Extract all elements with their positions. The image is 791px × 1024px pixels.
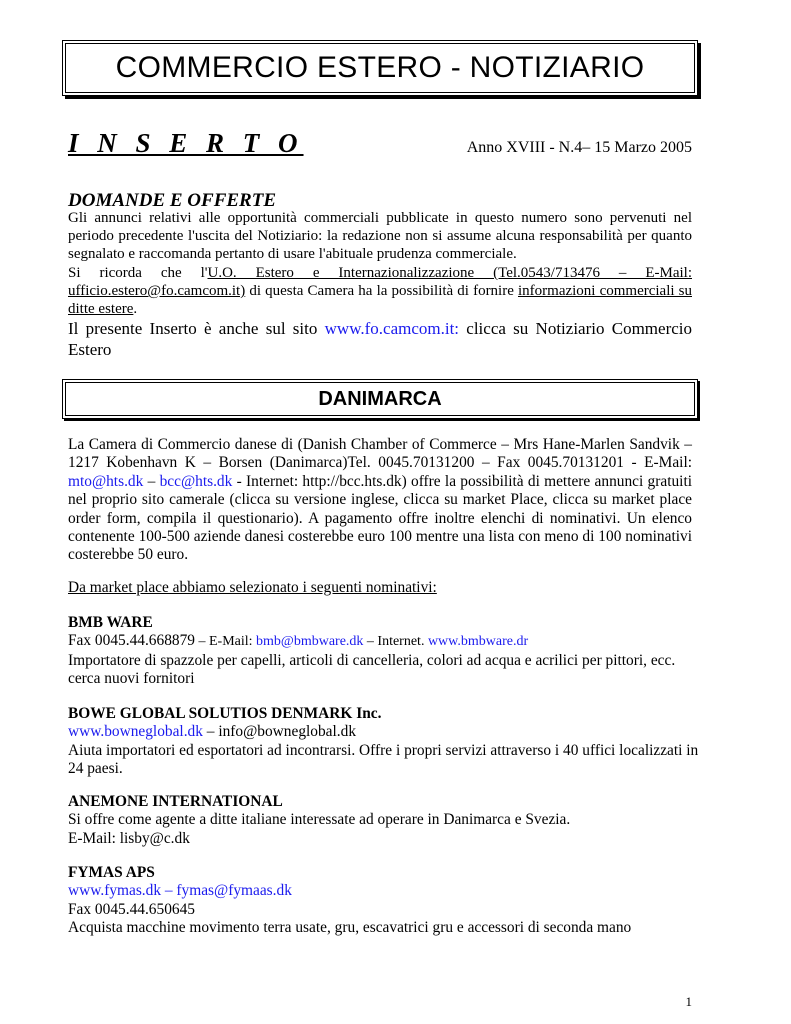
chamber-sep: – <box>143 472 160 490</box>
company-fax: Fax 0045.44.650645 <box>68 900 195 918</box>
intro-p2-text-b: di questa Camera ha la possibilità di fornire <box>245 283 518 299</box>
page-number: 1 <box>685 994 692 1009</box>
company-description: Aiuta importatori ed esportatori ad incontrarsi. Offre i propri servizi attraverso i 40 uffici localizzati in 24 paesi. <box>68 741 699 778</box>
section-heading: DOMANDE E OFFERTE <box>68 190 276 211</box>
company-entry <box>68 705 708 779</box>
company-email[interactable]: bmb@bmbware.dk <box>256 634 364 650</box>
selection-intro: Da market place abbiamo selezionato i seguenti nominativi: <box>68 579 437 596</box>
chamber-text-a: La Camera di Commercio danese di (Danish Chamber of Commerce – Mrs Hane-Marlen Sandvik – 1217 Kobenhavn K – Borsen (Danimarca)Tel. 0045.70131200 – Fax 0045.70131201 - E-Mail: <box>68 436 692 472</box>
site-link[interactable]: www.fo.camcom.it: <box>324 319 460 338</box>
intro-paragraph-1: Gli annunci relativi alle opportunità commerciali pubblicate in questo numero sono pervenuti nel periodo precedente l'uscita del Notiziario: la redazione non si assume alcuna responsabilità per quanto segnalato e raccomanda pertanto di usare l'abituale prudenza commerciale. <box>68 210 692 262</box>
company-name: BOWE GLOBAL SOLUTIOS DENMARK Inc. <box>68 705 382 722</box>
chamber-email-2[interactable]: bcc@hts.dk <box>159 472 233 490</box>
company-name: BMB WARE <box>68 614 153 631</box>
country-title: DANIMARCA <box>318 387 442 410</box>
country-box <box>62 379 698 419</box>
inserto-label: I N S E R T O <box>68 128 304 158</box>
chamber-paragraph <box>68 436 692 565</box>
company-entry <box>68 793 708 848</box>
page-title: COMMERCIO ESTERO - NOTIZIARIO <box>115 51 645 84</box>
intro-p2-text-a: Si ricorda che l' <box>68 265 208 281</box>
company-email-label: – E-Mail: <box>194 634 257 650</box>
intro-p3-text-a: Il presente Inserto è anche sul sito <box>68 319 325 338</box>
company-web-label: – Internet. <box>363 634 428 650</box>
company-website[interactable]: www.bowneglobal.dk <box>68 723 203 741</box>
intro-p2-text-c: . <box>133 301 138 317</box>
chamber-text-b: - Internet: http://bcc.hts.dk) offre la possibilità di mettere annunci gratuiti nel proprio sito camerale (clicca su versione inglese, clicca su market Place, clicca su market place order form, compila il questionario). A pagamento offre inoltre elenchi di nominativi. Un elenco contenente 100-500 aziende danesi costerebbe euro 100 mentre una lista con meno di 100 nominativi costerebbe 50 euro. <box>68 472 693 564</box>
company-fax: Fax 0045.44.668879 <box>68 632 195 650</box>
commercial-info-link[interactable]: informazioni commerciali su ditte estere <box>68 283 692 317</box>
intro-p3-text-b: clicca su Notiziario Commercio Estero <box>68 319 692 359</box>
company-name: FYMAS APS <box>68 864 155 881</box>
issue-info: Anno XVIII - N.4– 15 Marzo 2005 <box>466 139 692 156</box>
intro-paragraph-2 <box>68 264 692 318</box>
company-entry <box>68 614 708 689</box>
country-box-inner <box>65 382 695 416</box>
company-name: ANEMONE INTERNATIONAL <box>68 793 283 810</box>
company-description: Acquista macchine movimento terra usate, gru, escavatrici gru e accessori di seconda mano <box>68 919 632 937</box>
company-email: E-Mail: lisby@c.dk <box>68 829 190 847</box>
company-email: – info@bowneglobal.dk <box>202 723 357 741</box>
intro-paragraph-3 <box>68 318 692 360</box>
office-contact[interactable]: U.O. Estero e Internazionalizzazione (Tel.0543/713476 – E-Mail: ufficio.estero@fo.camcom.it) <box>68 265 692 299</box>
company-description: Importatore di spazzole per capelli, articoli di cancelleria, colori ad acqua e acrilici per pittori, ecc. cerca nuovi fornitori <box>68 651 676 688</box>
title-box <box>62 40 698 96</box>
company-contact-line[interactable]: www.fymas.dk – fymas@fymaas.dk <box>68 882 292 900</box>
company-description: Si offre come agente a ditte italiane interessate ad operare in Danimarca e Svezia. <box>68 811 571 829</box>
company-contact-line <box>68 632 708 651</box>
company-entry <box>68 864 708 938</box>
company-contact-line <box>68 723 708 741</box>
chamber-email-1[interactable]: mto@hts.dk <box>68 472 144 490</box>
company-website[interactable]: www.bmbware.dr <box>427 634 529 650</box>
title-box-inner <box>65 43 695 93</box>
